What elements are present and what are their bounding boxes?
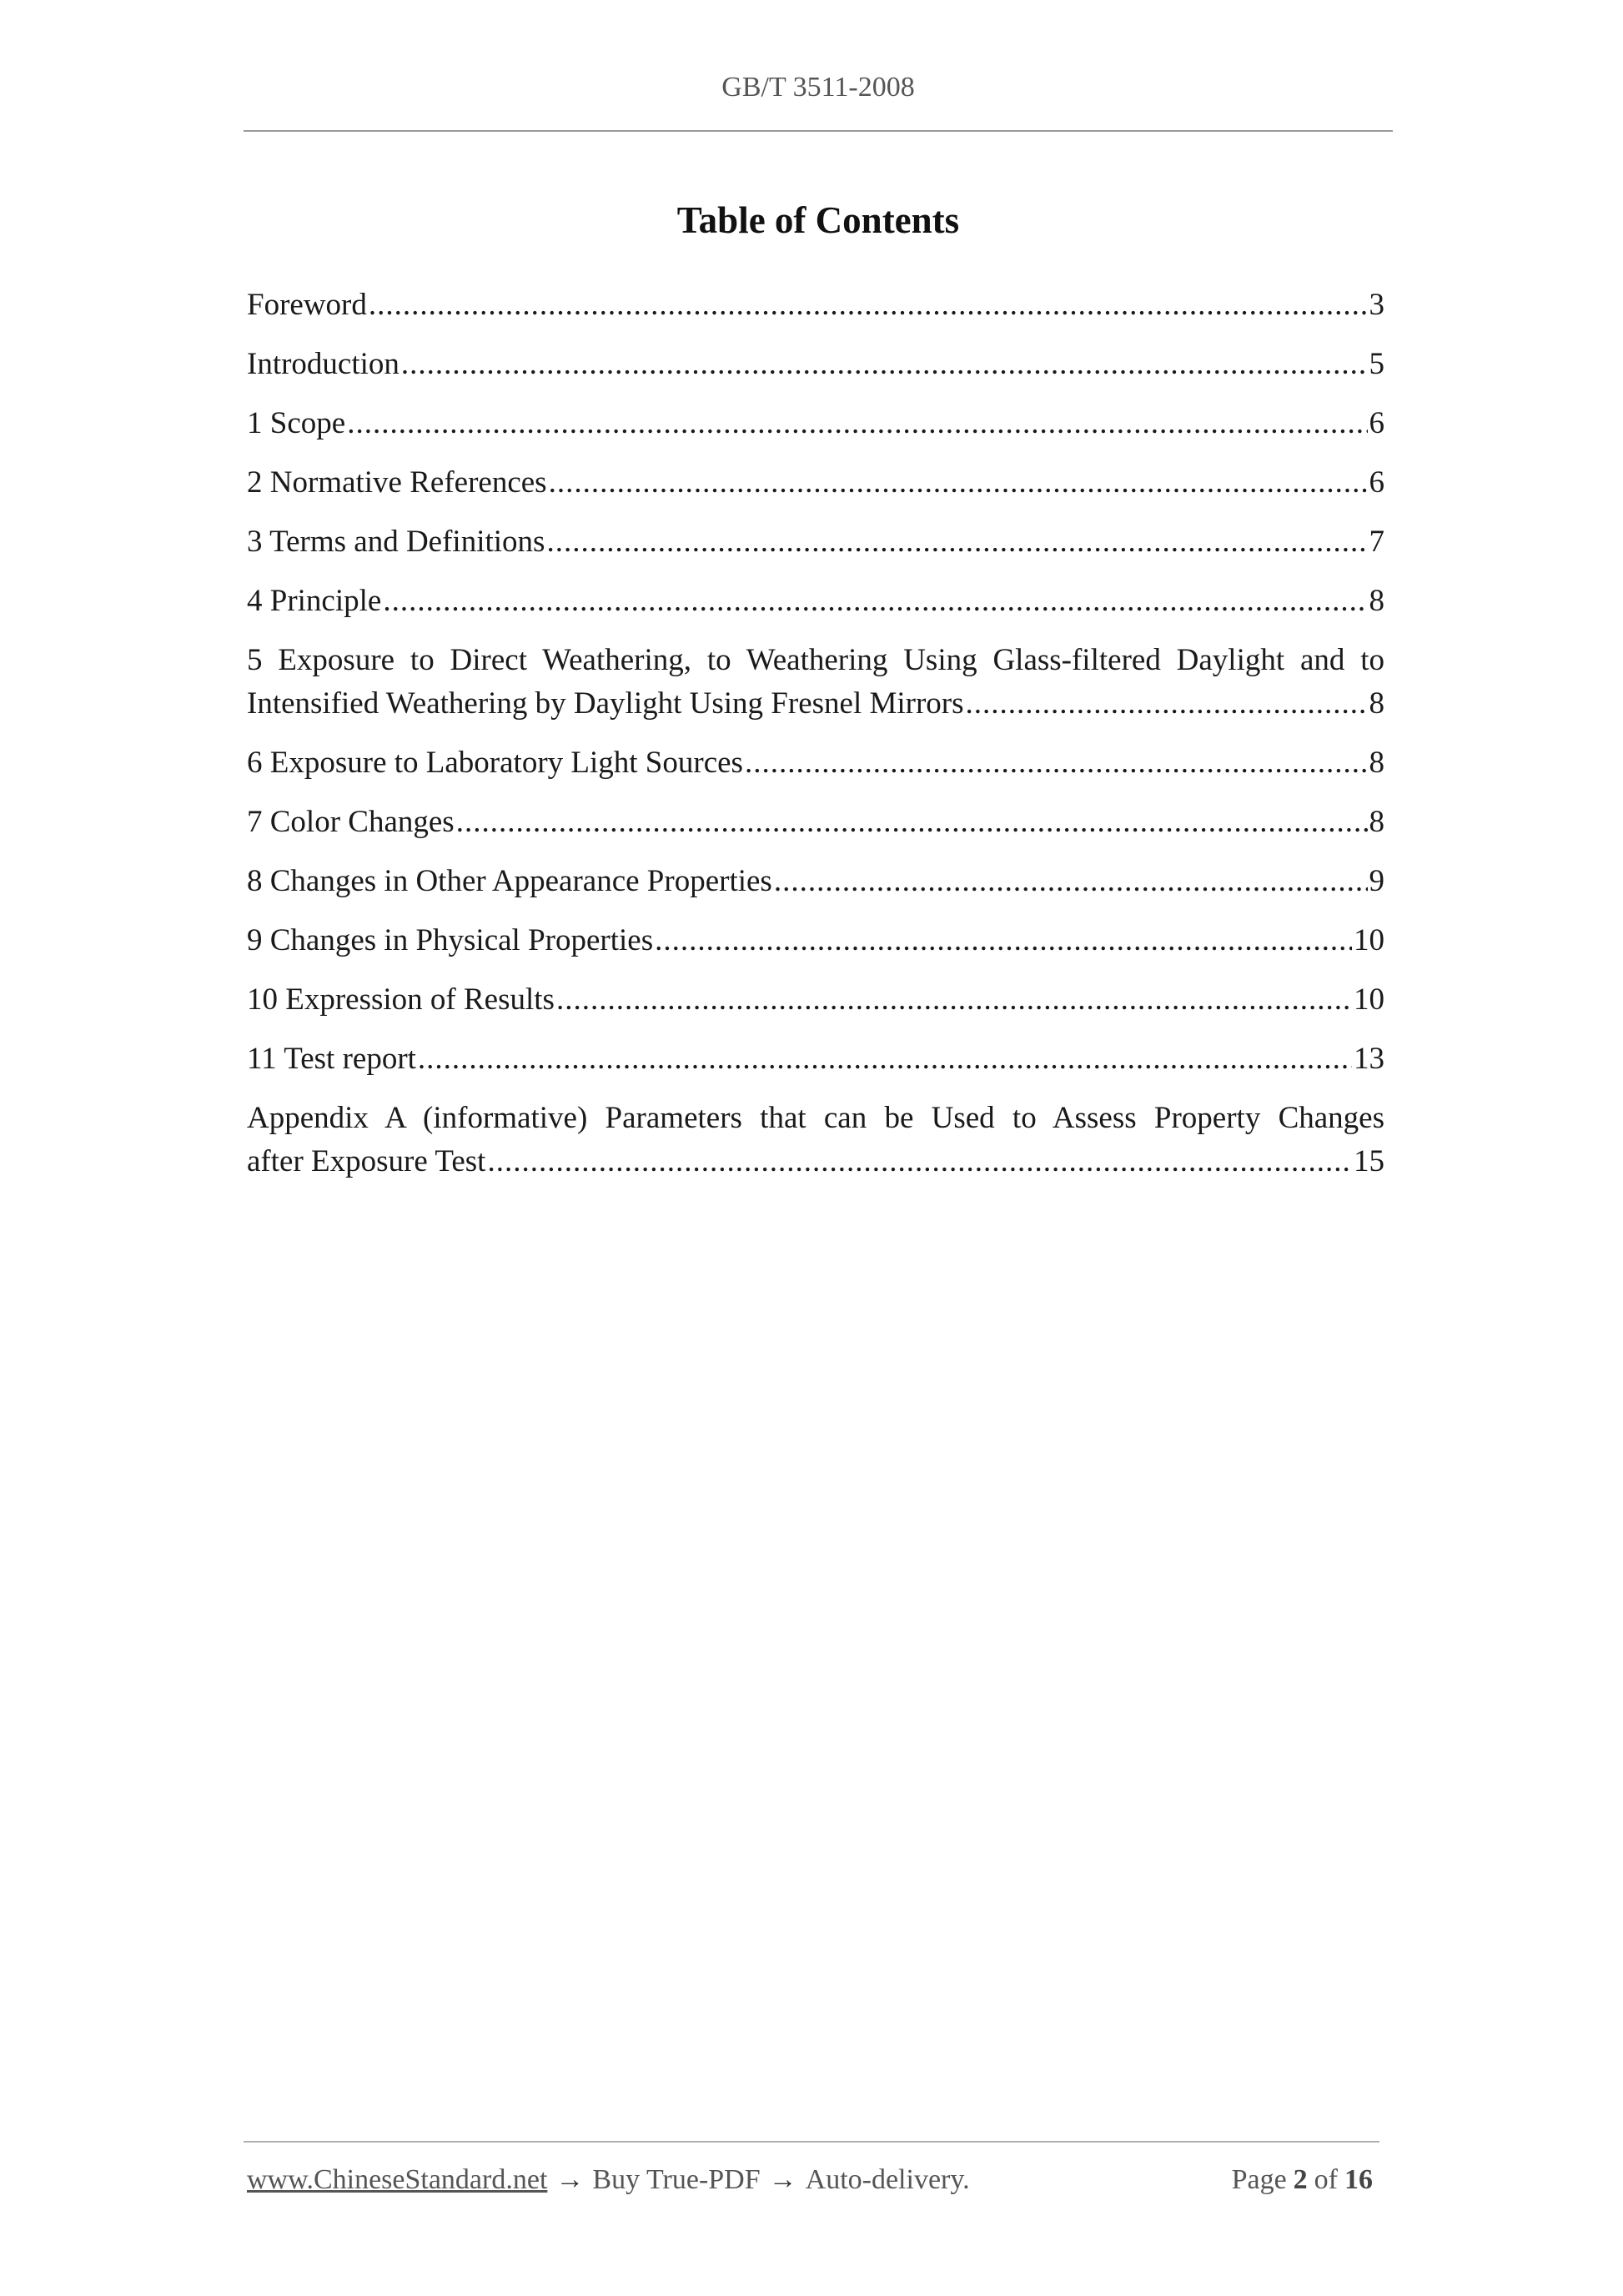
- footer-divider: [244, 2141, 1379, 2143]
- toc-leader-dots: [369, 284, 1368, 327]
- arrow-right-icon: →: [768, 2164, 797, 2195]
- toc-entry-title: 10 Expression of Results: [247, 982, 555, 1017]
- footer: [247, 2164, 1379, 2196]
- toc-entry-laboratory-light-sources[interactable]: [247, 741, 1384, 785]
- of-label: of: [1314, 2164, 1338, 2195]
- toc-entry-title-line2: Intensified Weathering by Daylight Using Fresnel Mirrors: [247, 686, 964, 721]
- footer-promo: [247, 2164, 970, 2196]
- toc-entry-expression-of-results[interactable]: [247, 978, 1384, 1022]
- toc-leader-dots: [401, 343, 1368, 386]
- toc-entry-page: 8: [1369, 746, 1384, 780]
- toc-leader-dots: [347, 402, 1367, 445]
- toc-leader-dots: [556, 978, 1352, 1022]
- header-standard-code: GB/T 3511-2008: [721, 72, 915, 103]
- toc-entry-other-appearance-properties[interactable]: [247, 860, 1384, 903]
- toc-entry-title: 8 Changes in Other Appearance Properties: [247, 864, 772, 898]
- toc-leader-dots: [966, 682, 1368, 726]
- toc-entry-page: 10: [1354, 923, 1384, 957]
- toc-entry-page: 13: [1354, 1042, 1384, 1076]
- header-divider: [244, 130, 1393, 132]
- toc-entry-scope[interactable]: [247, 402, 1384, 445]
- toc-entry-physical-properties[interactable]: [247, 919, 1384, 962]
- toc-entry-title: 3 Terms and Definitions: [247, 525, 545, 559]
- total-pages-number: 16: [1344, 2164, 1373, 2195]
- toc-entry-title: Introduction: [247, 347, 399, 381]
- toc-entry-page: 8: [1369, 584, 1384, 618]
- toc-entry-normative-references[interactable]: [247, 461, 1384, 505]
- toc-entry-title-line1: 5 Exposure to Direct Weathering, to Weathering Using Glass-filtered Daylight and to: [247, 643, 1384, 677]
- toc-leader-dots: [487, 1140, 1352, 1183]
- toc-leader-dots: [655, 919, 1352, 962]
- site-link[interactable]: www.ChineseStandard.net: [247, 2164, 548, 2195]
- toc-leader-dots: [549, 461, 1368, 505]
- toc-entry-terms-and-definitions[interactable]: [247, 520, 1384, 564]
- arrow-right-icon: →: [555, 2164, 585, 2195]
- toc-entry-title-line2: after Exposure Test: [247, 1144, 486, 1178]
- toc-entry-title: 2 Normative References: [247, 465, 547, 500]
- toc-entry-page: 8: [1369, 805, 1384, 839]
- toc-leader-dots: [383, 580, 1367, 623]
- toc-entry-foreword[interactable]: [247, 284, 1384, 327]
- toc-entry-title-line1: Appendix A (informative) Parameters that can be Used to Assess Property Changes: [247, 1101, 1384, 1135]
- toc-entry-page: 8: [1369, 686, 1384, 721]
- toc-entry-page: 7: [1369, 525, 1384, 559]
- toc-entry-title: 4 Principle: [247, 584, 382, 618]
- toc-leader-dots: [546, 520, 1367, 564]
- toc-entry-page: 15: [1354, 1144, 1384, 1178]
- toc-entry-title: 6 Exposure to Laboratory Light Sources: [247, 746, 743, 780]
- toc-entry-exposure-weathering[interactable]: [247, 639, 1384, 726]
- toc-entry-introduction[interactable]: [247, 343, 1384, 386]
- table-of-contents: [247, 284, 1384, 1199]
- toc-entry-page: 6: [1369, 406, 1384, 440]
- auto-delivery-text: Auto-delivery.: [805, 2164, 970, 2195]
- toc-entry-page: 9: [1369, 864, 1384, 898]
- toc-entry-test-report[interactable]: [247, 1037, 1384, 1081]
- toc-leader-dots: [418, 1037, 1352, 1081]
- current-page-number: 2: [1293, 2164, 1308, 2195]
- toc-entry-page: 3: [1369, 288, 1384, 322]
- toc-leader-dots: [774, 860, 1368, 903]
- toc-entry-page: 10: [1354, 982, 1384, 1017]
- toc-leader-dots: [456, 801, 1368, 844]
- buy-true-pdf-text: Buy True-PDF: [592, 2164, 761, 2195]
- toc-entry-page: 5: [1369, 347, 1384, 381]
- toc-title: Table of Contents: [676, 199, 960, 241]
- toc-entry-title: 9 Changes in Physical Properties: [247, 923, 654, 957]
- toc-entry-title: 7 Color Changes: [247, 805, 455, 839]
- page-indicator: [1232, 2164, 1379, 2196]
- toc-entry-title: Foreword: [247, 288, 367, 322]
- toc-entry-title: 11 Test report: [247, 1042, 416, 1076]
- toc-entry-page: 6: [1369, 465, 1384, 500]
- toc-entry-appendix-a[interactable]: [247, 1097, 1384, 1183]
- page-label: Page: [1231, 2164, 1287, 2195]
- toc-entry-title: 1 Scope: [247, 406, 346, 440]
- toc-entry-color-changes[interactable]: [247, 801, 1384, 844]
- toc-leader-dots: [745, 741, 1368, 785]
- toc-entry-principle[interactable]: [247, 580, 1384, 623]
